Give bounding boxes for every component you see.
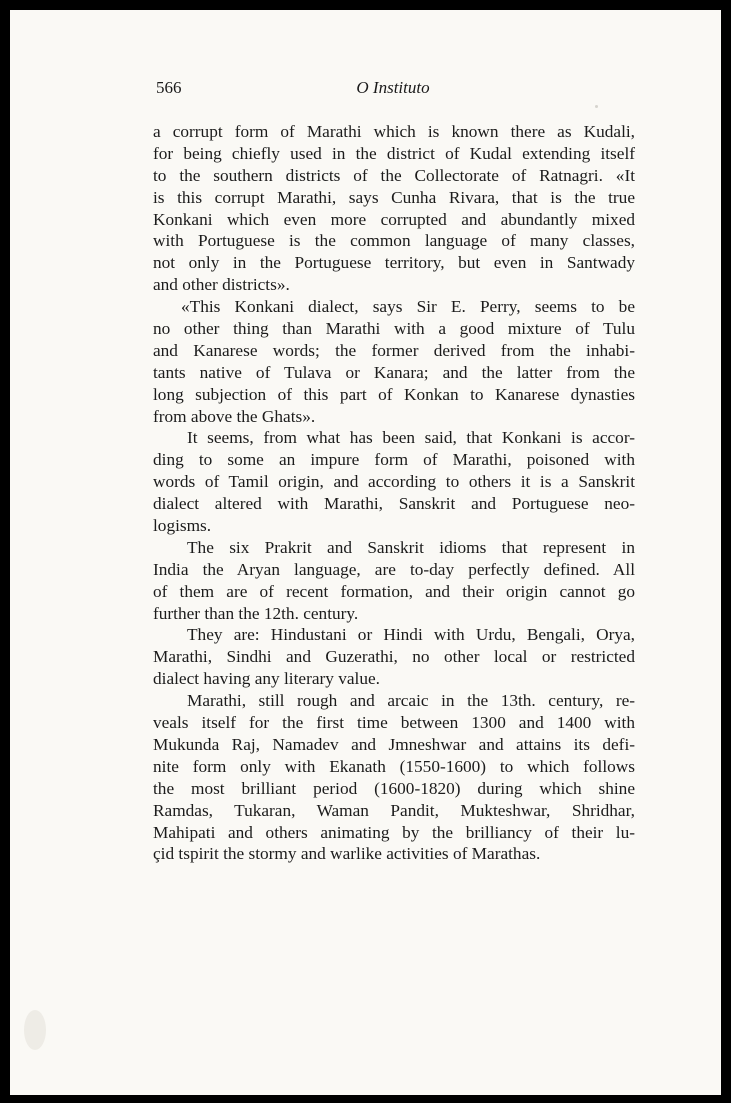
paragraph-3 xyxy=(153,427,635,536)
text-line: the most brilliant period (1600-1820) during which shine xyxy=(153,778,635,798)
text-line: no other thing than Marathi with a good mixture of Tulu xyxy=(153,319,635,339)
text-line: of them are of recent formation, and their origin cannot go xyxy=(153,581,635,601)
book-page xyxy=(10,10,721,1095)
text-line: The six Prakrit and Sanskrit idioms that represent in xyxy=(187,537,635,557)
body-text xyxy=(153,121,635,865)
paragraph-4 xyxy=(153,537,635,625)
text-line: a corrupt form of Marathi which is known there as Kudali, xyxy=(153,122,635,141)
text-line: from above the Ghats». xyxy=(153,406,316,426)
text-line: It seems, from what has been said, that Konkani is accor- xyxy=(187,428,635,448)
text-line: Ramdas, Tukaran, Waman Pandit, Mukteshwar, Shridhar, xyxy=(153,800,635,820)
paper-speck xyxy=(595,105,598,108)
text-line: logisms. xyxy=(153,516,212,536)
text-line: long subjection of this part of Konkan to Kanarese dynasties xyxy=(153,384,635,404)
text-line: tants native of Tulava or Kanara; and the latter from the xyxy=(153,362,635,382)
text-line: India the Aryan language, are to-day perfectly defined. All xyxy=(153,559,635,579)
text-line: nite form only with Ekanath (1550-1600) to which follows xyxy=(153,756,635,776)
text-line: «This Konkani dialect, says Sir E. Perry, seems to be xyxy=(181,297,635,317)
text-line: to the southern districts of the Collectorate of Ratnagri. «It xyxy=(153,165,635,185)
page-header xyxy=(156,78,630,104)
text-line: and Kanarese words; the former derived from the inhabi- xyxy=(153,340,635,360)
text-line: Marathi, Sindhi and Guzerathi, no other local or restricted xyxy=(153,647,635,667)
text-line: with Portuguese is the common language of many classes, xyxy=(153,231,635,251)
paragraph-6 xyxy=(153,690,635,865)
text-line: dialect having any literary value. xyxy=(153,669,380,689)
running-title: O Instituto xyxy=(356,78,430,97)
paper-stain xyxy=(24,1010,46,1050)
text-line: not only in the Portuguese territory, but even in Santwady xyxy=(153,253,635,273)
text-line: veals itself for the first time between 1300 and 1400 with xyxy=(153,713,635,733)
text-line: further than the 12th. century. xyxy=(153,603,359,623)
page-number: 566 xyxy=(156,78,182,97)
paragraph-2 xyxy=(153,296,635,427)
text-line: Mahipati and others animating by the brilliancy of their lu- xyxy=(153,822,635,842)
text-line: for being chiefly used in the district of Kudal extending itself xyxy=(153,143,635,163)
text-line: Konkani which even more corrupted and abundantly mixed xyxy=(153,209,635,229)
text-line: ding to some an impure form of Marathi, poisoned with xyxy=(153,450,635,470)
text-line: dialect altered with Marathi, Sanskrit and Portuguese neo- xyxy=(153,494,635,514)
paragraph-1 xyxy=(153,121,635,296)
text-line: They are: Hindustani or Hindi with Urdu, Bengali, Orya, xyxy=(187,625,635,645)
text-line: is this corrupt Marathi, says Cunha Rivara, that is the true xyxy=(153,187,635,207)
text-line: Mukunda Raj, Namadev and Jmneshwar and attains its defi- xyxy=(153,734,635,754)
text-line: çid tspirit the stormy and warlike activities of Marathas. xyxy=(153,844,541,864)
text-line: words of Tamil origin, and according to others it is a Sanskrit xyxy=(153,472,635,492)
paragraph-5 xyxy=(153,624,635,690)
text-line: Marathi, still rough and arcaic in the 13th. century, re- xyxy=(187,691,635,711)
text-line: and other districts». xyxy=(153,275,290,295)
